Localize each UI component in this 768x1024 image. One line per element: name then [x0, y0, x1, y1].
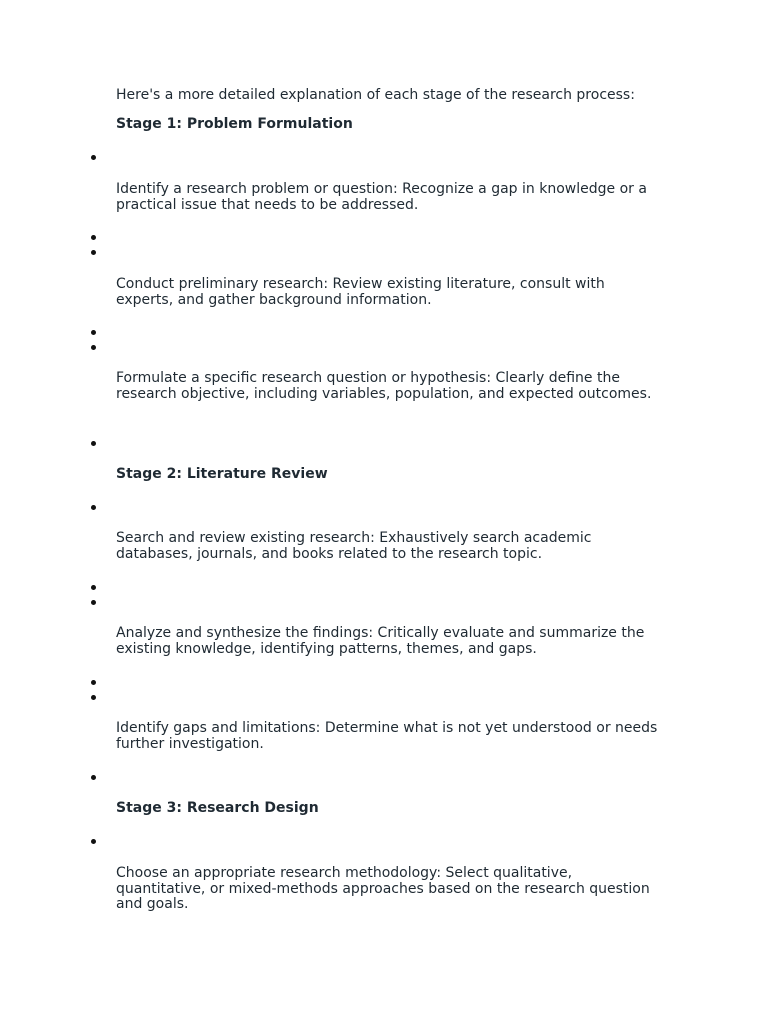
- bullet-marker: [91, 250, 96, 255]
- bullet-marker: [91, 441, 96, 446]
- stage-2-heading: Stage 2: Literature Review: [116, 466, 328, 482]
- bullet-marker: [91, 505, 96, 510]
- stage-2-item-2: Analyze and synthesize the findings: Critically evaluate and summarize the existing knowledge, identifying patterns, themes, and gaps.: [116, 625, 645, 657]
- bullet-marker: [91, 345, 96, 350]
- bullet-marker: [91, 839, 96, 844]
- bullet-marker: [91, 680, 96, 685]
- stage-1-heading: Stage 1: Problem Formulation: [116, 116, 353, 132]
- bullet-marker: [91, 695, 96, 700]
- bullet-marker: [91, 600, 96, 605]
- stage-1-item-1: Identify a research problem or question: Recognize a gap in knowledge or a practical issue that needs to be addressed.: [116, 181, 647, 213]
- bullet-marker: [91, 585, 96, 590]
- bullet-marker: [91, 330, 96, 335]
- intro-paragraph: Here's a more detailed explanation of each stage of the research process:: [116, 87, 635, 103]
- stage-3-heading: Stage 3: Research Design: [116, 800, 319, 816]
- bullet-marker: [91, 155, 96, 160]
- stage-1-item-2: Conduct preliminary research: Review existing literature, consult with experts, and gather background information.: [116, 276, 605, 308]
- bullet-marker: [91, 235, 96, 240]
- stage-1-item-3: Formulate a specific research question or hypothesis: Clearly define the research objective, including variables, population, and expected outcomes.: [116, 370, 652, 402]
- stage-2-item-1: Search and review existing research: Exhaustively search academic databases, journals, and books related to the research topic.: [116, 530, 592, 562]
- stage-2-item-3: Identify gaps and limitations: Determine what is not yet understood or needs further investigation.: [116, 720, 658, 752]
- bullet-marker: [91, 775, 96, 780]
- stage-3-item-1: Choose an appropriate research methodology: Select qualitative, quantitative, or mixed-methods approaches based on the research question and goals.: [116, 865, 650, 912]
